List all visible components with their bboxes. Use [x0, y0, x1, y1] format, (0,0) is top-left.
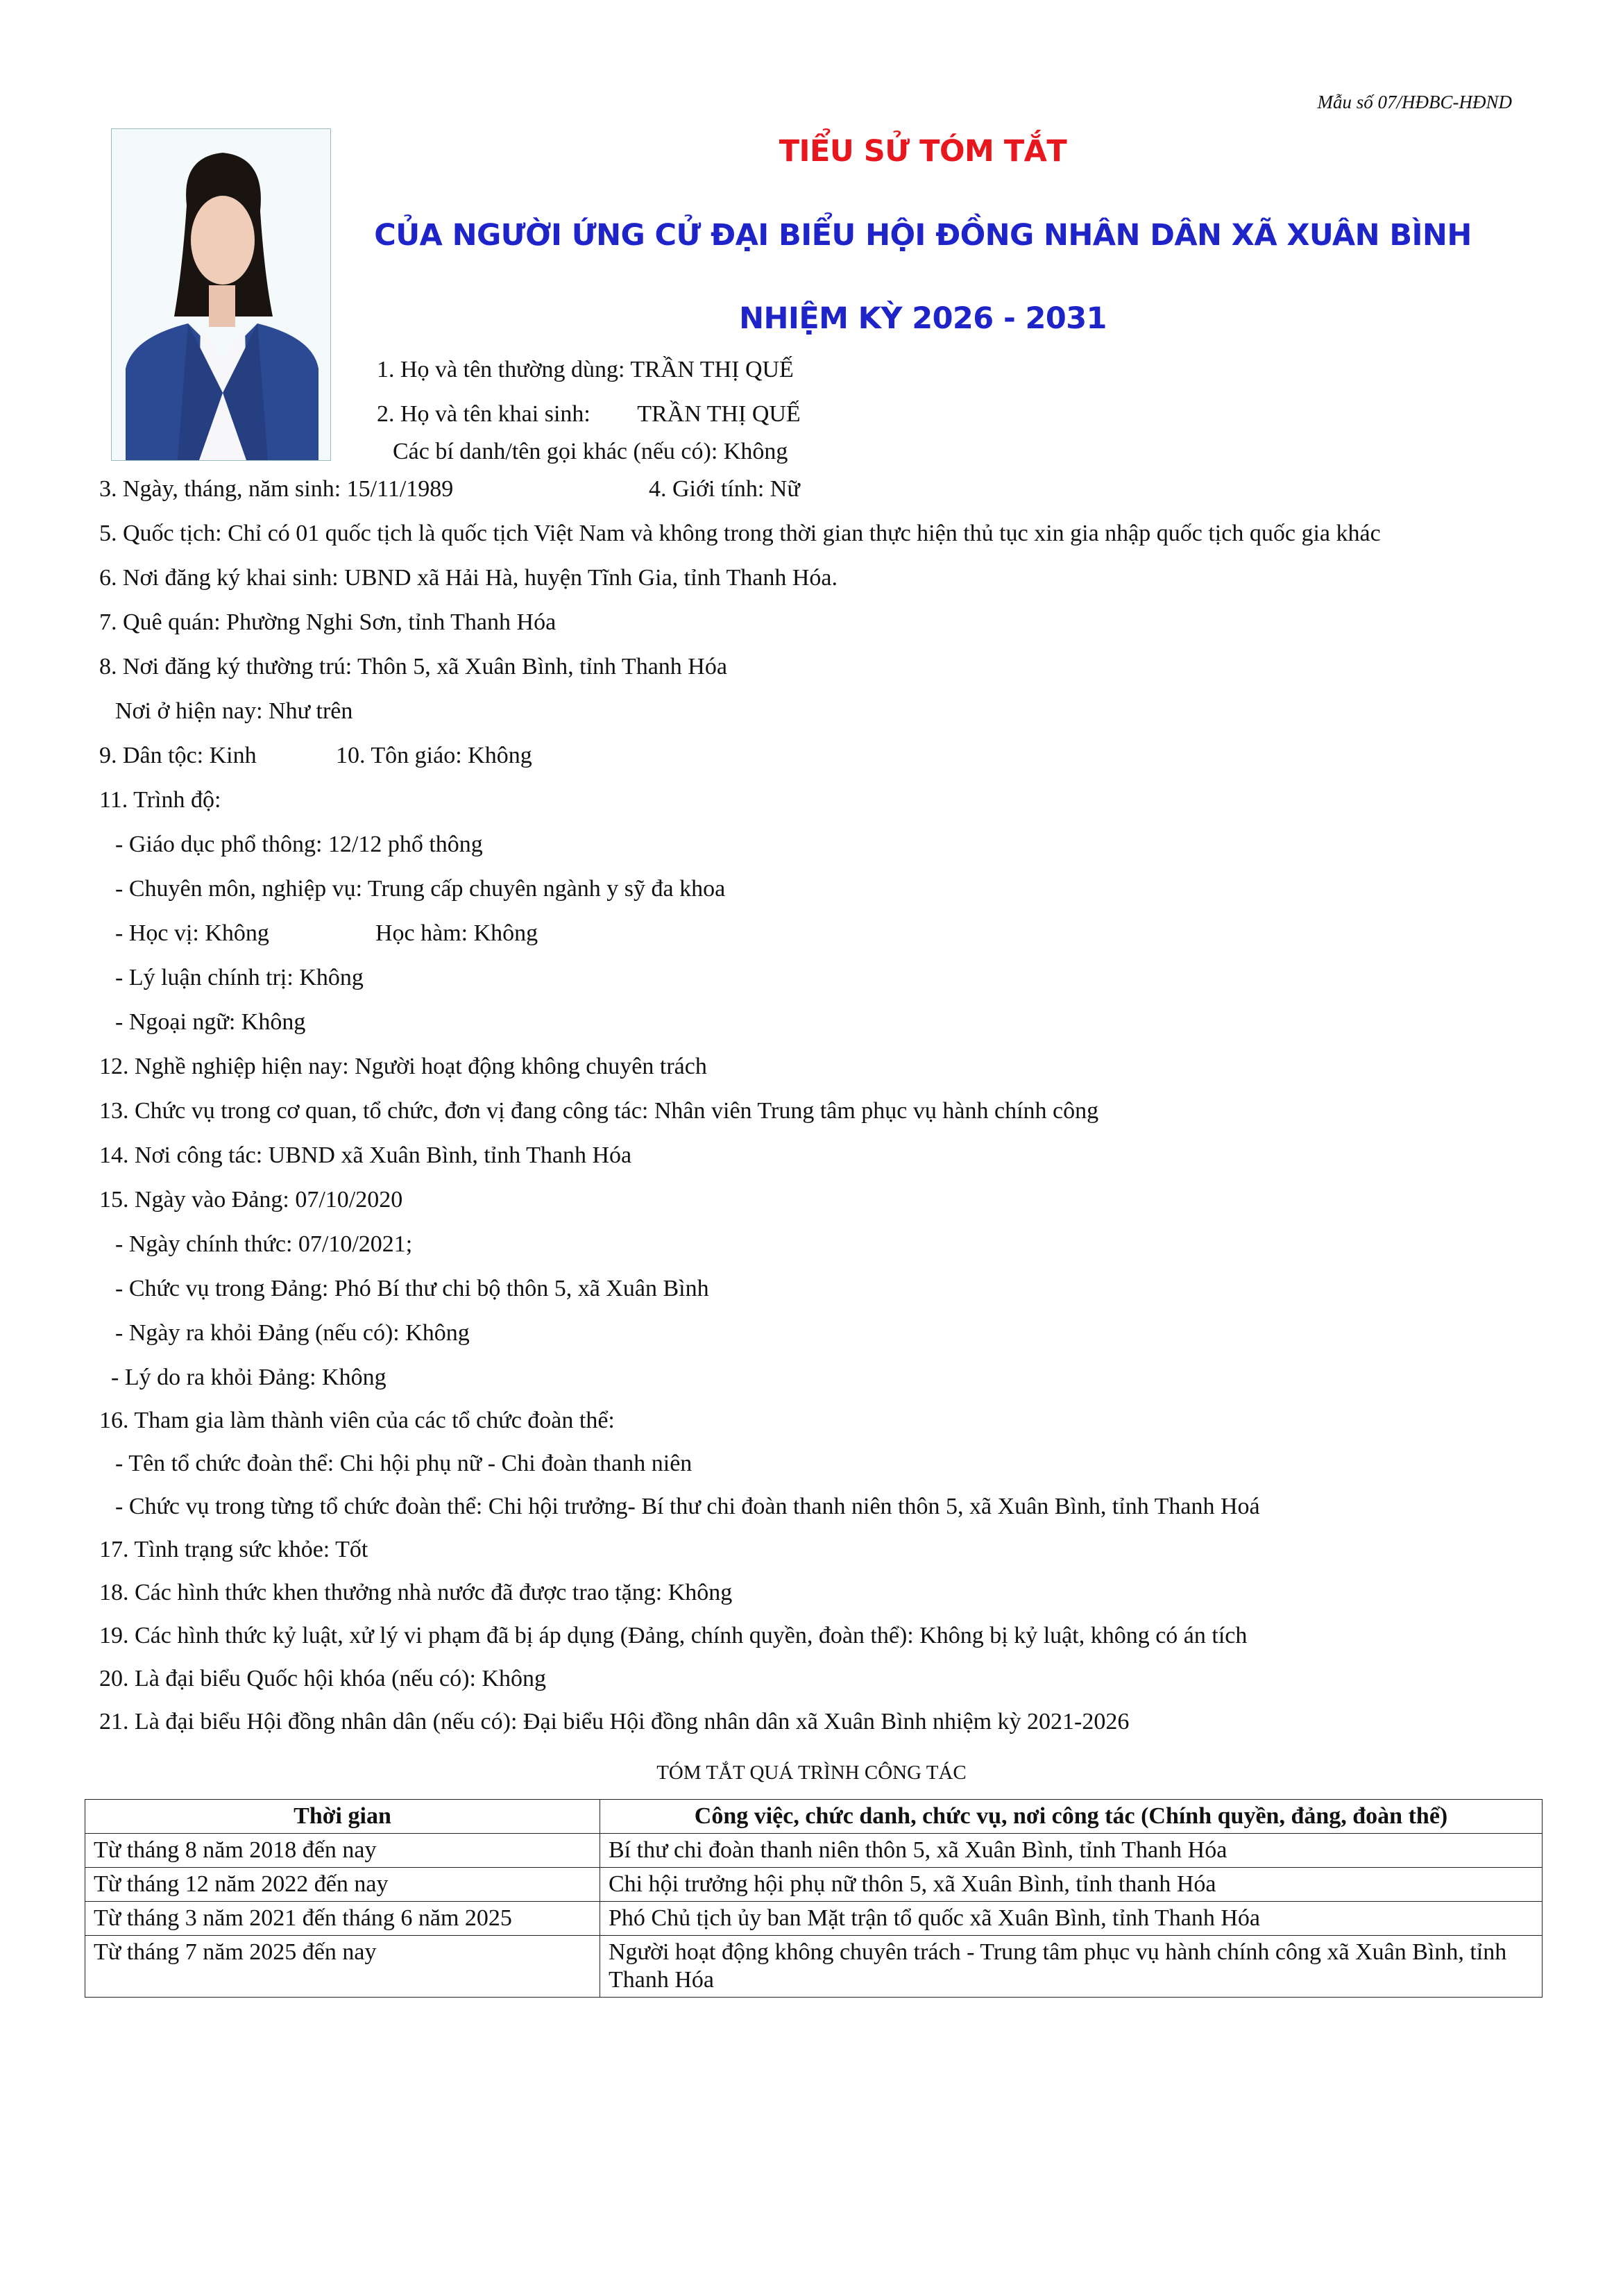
column-header-work: Công việc, chức danh, chức vụ, nơi công tác (Chính quyền, đảng, đoàn thể)	[600, 1800, 1543, 1834]
work-history-table	[85, 1799, 1543, 1998]
education-heading: 11. Trình độ:	[99, 787, 221, 813]
table-header-row	[85, 1800, 1543, 1834]
table-row	[85, 1834, 1543, 1868]
occupation-line: 12. Nghề nghiệp hiện nay: Người hoạt động không chuyên trách	[99, 1054, 707, 1079]
birth-registration-line: 6. Nơi đăng ký khai sinh: UBND xã Hải Hà, huyện Tĩnh Gia, tỉnh Thanh Hóa.	[99, 565, 838, 591]
professional-line: - Chuyên môn, nghiệp vụ: Trung cấp chuyên ngành y sỹ đa khoa	[115, 876, 726, 902]
gender-line: 4. Giới tính: Nữ	[649, 476, 800, 502]
table-row	[85, 1902, 1543, 1936]
table-row	[85, 1868, 1543, 1902]
document-subtitle: CỦA NGƯỜI ỨNG CỬ ĐẠI BIỂU HỘI ĐỒNG NHÂN DÂN XÃ XUÂN BÌNH	[374, 218, 1472, 253]
party-leave-reason-line: - Lý do ra khỏi Đảng: Không	[111, 1365, 386, 1390]
general-education-line: - Giáo dục phổ thông: 12/12 phổ thông	[115, 832, 483, 857]
organizations-heading: 16. Tham gia làm thành viên của các tổ chức đoàn thể:	[99, 1408, 615, 1433]
table-cell-time: Từ tháng 12 năm 2022 đến nay	[85, 1868, 600, 1902]
column-header-time: Thời gian	[85, 1800, 600, 1834]
party-position-line: - Chức vụ trong Đảng: Phó Bí thư chi bộ thôn 5, xã Xuân Bình	[115, 1276, 709, 1301]
workplace-line: 14. Nơi công tác: UBND xã Xuân Bình, tỉnh Thanh Hóa	[99, 1142, 632, 1168]
permanent-residence-line: 8. Nơi đăng ký thường trú: Thôn 5, xã Xuân Bình, tỉnh Thanh Hóa	[99, 654, 727, 679]
table-cell-work: Bí thư chi đoàn thanh niên thôn 5, xã Xuân Bình, tỉnh Thanh Hóa	[600, 1834, 1543, 1868]
party-official-line: - Ngày chính thức: 07/10/2021;	[115, 1231, 413, 1257]
table-cell-time: Từ tháng 8 năm 2018 đến nay	[85, 1834, 600, 1868]
organization-names-line: - Tên tổ chức đoàn thể: Chi hội phụ nữ - Chi đoàn thanh niên	[115, 1451, 692, 1476]
table-cell-time: Từ tháng 7 năm 2025 đến nay	[85, 1936, 600, 1998]
birthdate-line: 3. Ngày, tháng, năm sinh: 15/11/1989	[99, 476, 454, 502]
hometown-line: 7. Quê quán: Phường Nghi Sơn, tỉnh Thanh Hóa	[99, 609, 556, 635]
form-number: Mẫu số 07/HĐBC-HĐND	[1317, 92, 1512, 112]
position-line: 13. Chức vụ trong cơ quan, tổ chức, đơn vị đang công tác: Nhân viên Trung tâm phục vụ hành chính công	[99, 1098, 1099, 1124]
party-join-line: 15. Ngày vào Đảng: 07/10/2020	[99, 1187, 403, 1213]
ethnicity-line: 9. Dân tộc: Kinh	[99, 743, 257, 768]
awards-line: 18. Các hình thức khen thưởng nhà nước đã được trao tặng: Không	[99, 1580, 733, 1605]
academic-title-line: Học hàm: Không	[375, 920, 538, 946]
table-cell-work: Chi hội trưởng hội phụ nữ thôn 5, xã Xuân Bình, tỉnh thanh Hóa	[600, 1868, 1543, 1902]
current-residence-line: Nơi ở hiện nay: Như trên	[115, 698, 353, 724]
common-name-line: 1. Họ và tên thường dùng: TRẦN THỊ QUẾ	[377, 357, 794, 382]
health-line: 17. Tình trạng sức khỏe: Tốt	[99, 1537, 368, 1562]
nationality-line: 5. Quốc tịch: Chỉ có 01 quốc tịch là quốc tịch Việt Nam và không trong thời gian thực hiện thủ tục xin gia nhập quốc tịch quốc gia khác	[99, 521, 1381, 546]
political-theory-line: - Lý luận chính trị: Không	[115, 965, 364, 990]
work-history-title: TÓM TẮT QUÁ TRÌNH CÔNG TÁC	[656, 1762, 967, 1784]
party-leave-date-line: - Ngày ra khỏi Đảng (nếu có): Không	[115, 1320, 470, 1346]
organization-roles-line: - Chức vụ trong từng tổ chức đoàn thể: Chi hội trưởng- Bí thư chi đoàn thanh niên thôn 5, xã Xuân Bình, tỉnh Thanh Hoá	[115, 1494, 1260, 1519]
aliases-line: Các bí danh/tên gọi khác (nếu có): Không	[393, 439, 788, 464]
document-title: TIỂU SỬ TÓM TẮT	[779, 134, 1067, 169]
table-cell-work: Phó Chủ tịch ủy ban Mặt trận tổ quốc xã Xuân Bình, tỉnh Thanh Hóa	[600, 1902, 1543, 1936]
term-heading: NHIỆM KỲ 2026 - 2031	[739, 301, 1107, 336]
religion-line: 10. Tôn giáo: Không	[336, 743, 532, 768]
degree-line: - Học vị: Không	[115, 920, 269, 946]
table-cell-work: Người hoạt động không chuyên trách - Trung tâm phục vụ hành chính công xã Xuân Bình, tỉnh Thanh Hóa	[600, 1936, 1543, 1998]
table-cell-time: Từ tháng 3 năm 2021 đến tháng 6 năm 2025	[85, 1902, 600, 1936]
portrait-photo	[111, 128, 331, 461]
peoples-council-line: 21. Là đại biểu Hội đồng nhân dân (nếu có): Đại biểu Hội đồng nhân dân xã Xuân Bình nhiệm kỳ 2021-2026	[99, 1709, 1130, 1734]
discipline-line: 19. Các hình thức kỷ luật, xử lý vi phạm đã bị áp dụng (Đảng, chính quyền, đoàn thể): Không bị kỷ luật, không có án tích	[99, 1623, 1248, 1648]
national-assembly-line: 20. Là đại biểu Quốc hội khóa (nếu có): Không	[99, 1666, 546, 1691]
birth-name-line: 2. Họ và tên khai sinh: TRẦN THỊ QUẾ	[377, 401, 801, 427]
table-row	[85, 1936, 1543, 1998]
foreign-language-line: - Ngoại ngữ: Không	[115, 1009, 306, 1035]
